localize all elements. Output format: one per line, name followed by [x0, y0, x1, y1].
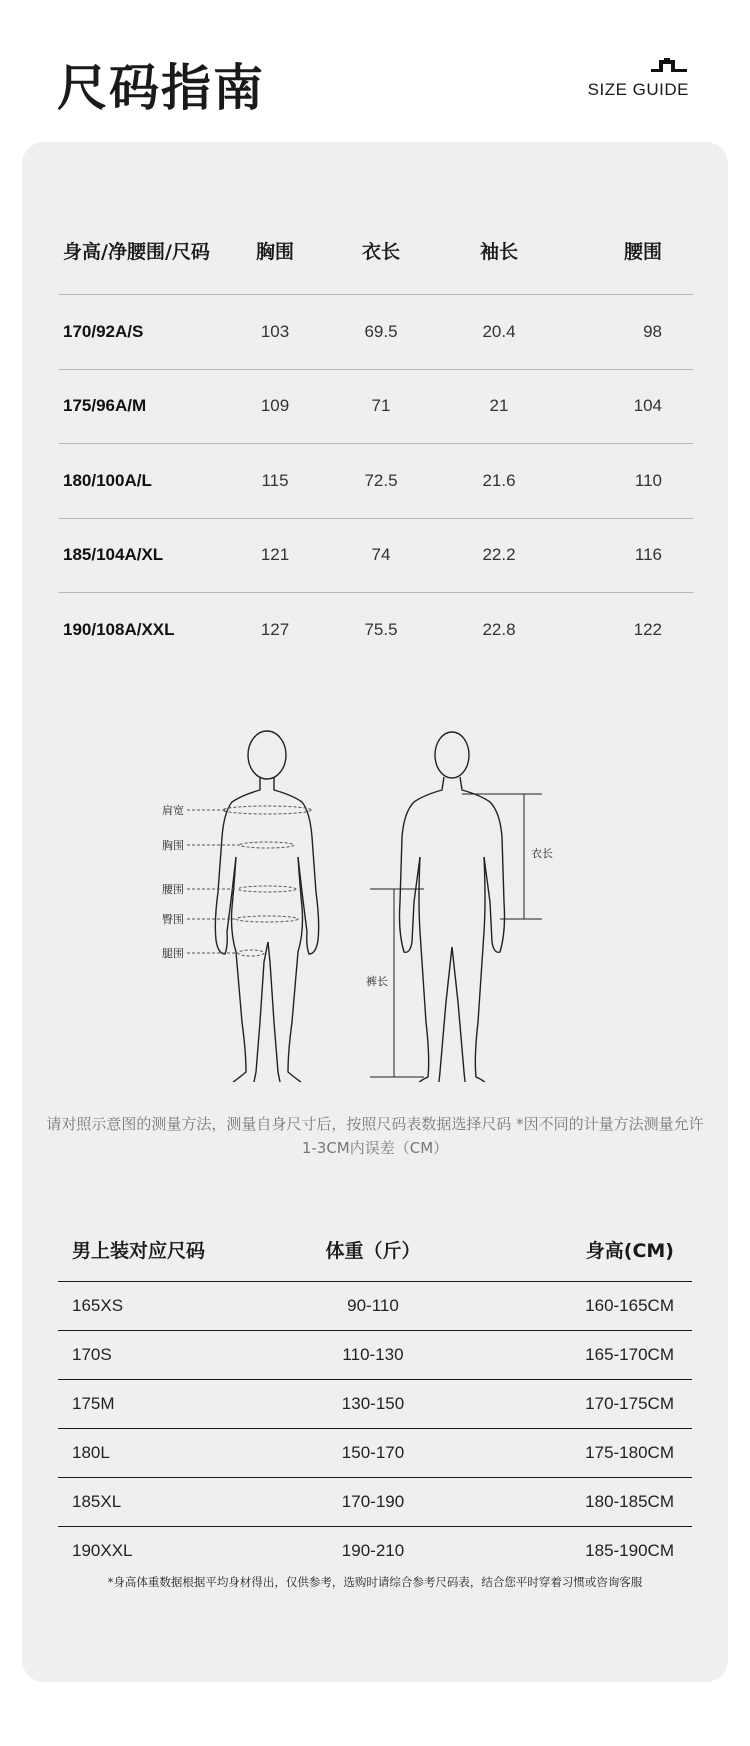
measurement-note: 请对照示意图的测量方法，测量自身尺寸后，按照尺码表数据选择尺码 *因不同的计量方法测量允许1-3CM内误差（CM） — [46, 1115, 704, 1157]
weight-table-row-col — [58, 1541, 266, 1561]
weight-table-row-cell: 160-165CM — [585, 1296, 674, 1315]
weight-table-header-cell: 身高(CM) — [585, 1239, 674, 1262]
brand-block — [579, 58, 689, 100]
size-table-row — [59, 295, 693, 370]
brand-label: SIZE GUIDE — [587, 80, 689, 99]
size-table-row-cell: 22.8 — [482, 619, 516, 639]
measurement-figure — [142, 662, 622, 1082]
size-table-row-cell: 109 — [260, 396, 290, 416]
weight-table-row-col — [266, 1394, 480, 1414]
size-table-row-cell: 110 — [634, 470, 662, 490]
size-table-row-cell: 122 — [633, 619, 662, 639]
weight-table-row — [58, 1478, 692, 1527]
weight-table-row-col — [480, 1541, 692, 1561]
weight-table-row-cell: 190-210 — [341, 1541, 405, 1560]
size-table-header-cell: 衣长 — [361, 240, 400, 263]
weight-table-header-cell: 体重（斤） — [325, 1239, 421, 1262]
disclaimer-note: *身高体重数据根据平均身材得出，仅供参考，选购时请综合参考尺码表，结合您平时穿着习惯或咨询客服 — [107, 1575, 643, 1589]
size-table-row-cell: 103 — [260, 321, 290, 341]
weight-table-row-cell: 110-130 — [342, 1345, 404, 1364]
size-table-row-cell: 190/108A/XXL — [63, 619, 175, 639]
weight-table-row — [58, 1429, 692, 1478]
weight-table-row-cell: 170S — [72, 1345, 112, 1364]
weight-table-row-col — [480, 1296, 692, 1316]
size-table-row-cell: 20.4 — [482, 321, 516, 341]
weight-table-row — [58, 1282, 692, 1331]
label-hip: 臀围 — [162, 913, 184, 926]
weight-table-header-col — [480, 1236, 692, 1263]
size-table-row-cell: 121 — [260, 545, 290, 565]
size-table-row-cell: 21 — [489, 396, 509, 416]
weight-table-row-cell: 170-175CM — [585, 1394, 674, 1413]
size-table-row-cell: 71 — [371, 396, 391, 416]
size-table-row-cell: 116 — [634, 545, 662, 565]
weight-table-row-col — [58, 1492, 266, 1512]
size-table-row-cell: 175/96A/M — [63, 396, 147, 416]
weight-table-row-cell: 185-190CM — [585, 1541, 674, 1560]
front-body-figure — [215, 731, 318, 1082]
weight-table-row-cell: 185XL — [72, 1492, 122, 1511]
size-table-row — [59, 519, 693, 594]
weight-table-header-col — [58, 1236, 266, 1263]
weight-table-row-col — [266, 1492, 480, 1512]
size-table-row — [59, 370, 693, 445]
front-measure-lines — [187, 806, 311, 956]
size-table-header-cell: 腰围 — [623, 240, 662, 263]
size-table-row-cell: 115 — [261, 470, 289, 490]
size-table-header — [59, 206, 693, 295]
weight-table-row — [58, 1527, 692, 1575]
size-table-row-cell: 127 — [260, 619, 290, 639]
weight-table-row-col — [480, 1394, 692, 1414]
label-waist: 腰围 — [162, 883, 184, 896]
weight-table-row-col — [266, 1296, 480, 1316]
weight-table-row-cell: 180L — [72, 1443, 110, 1462]
weight-table-row-cell: 130-150 — [341, 1394, 405, 1413]
weight-table-row-col — [480, 1492, 692, 1512]
size-table-row — [59, 593, 693, 667]
weight-table-row-cell: 170-190 — [341, 1492, 405, 1511]
weight-table-row — [58, 1380, 692, 1429]
weight-table-row-col — [266, 1345, 480, 1365]
page-title: 尺码指南 — [57, 59, 265, 117]
weight-table-row-col — [58, 1296, 266, 1316]
size-table-row-cell: 180/100A/L — [63, 470, 152, 490]
weight-table-row-cell: 175M — [72, 1394, 115, 1413]
size-table — [59, 206, 693, 667]
weight-table-row-cell: 190XXL — [72, 1541, 133, 1560]
weight-table-row-col — [266, 1443, 480, 1463]
jl-logo-icon — [651, 58, 687, 72]
weight-table-row-col — [58, 1394, 266, 1414]
weight-table-row-col — [58, 1345, 266, 1365]
label-thigh: 腿围 — [162, 947, 184, 960]
label-chest: 胸围 — [162, 839, 184, 852]
weight-table-row-col — [58, 1443, 266, 1463]
weight-table-row-cell: 150-170 — [341, 1443, 405, 1462]
weight-table-header — [58, 1217, 692, 1282]
back-body-figure — [400, 732, 505, 1082]
size-table-row-cell: 185/104A/XL — [63, 545, 164, 565]
weight-table-row-col — [266, 1541, 480, 1561]
weight-table-row-col — [480, 1443, 692, 1463]
weight-table-row-cell: 90-110 — [347, 1296, 399, 1315]
size-table-row-cell: 22.2 — [482, 545, 516, 565]
size-table-header-cell: 身高/净腰围/尺码 — [63, 240, 210, 263]
weight-height-table — [58, 1217, 692, 1575]
label-shoulder: 肩宽 — [162, 804, 184, 817]
size-table-row-cell: 170/92A/S — [63, 321, 144, 341]
size-table-header-cell: 袖长 — [479, 240, 518, 263]
size-table-row-cell: 21.6 — [482, 470, 516, 490]
label-length: 衣长 — [531, 847, 553, 860]
size-table-row-cell: 69.5 — [364, 321, 398, 341]
size-table-row-cell: 98 — [643, 321, 662, 341]
size-table-row-cell: 72.5 — [364, 470, 398, 490]
label-pants-length: 裤长 — [366, 975, 388, 988]
weight-table-header-cell: 男上装对应尺码 — [72, 1239, 206, 1262]
weight-table-row-cell: 180-185CM — [585, 1492, 674, 1511]
weight-table-row-cell: 175-180CM — [585, 1443, 674, 1462]
weight-table-row-col — [480, 1345, 692, 1365]
weight-table-row — [58, 1331, 692, 1380]
size-table-header-cell: 胸围 — [255, 240, 294, 263]
weight-table-row-cell: 165XS — [72, 1296, 124, 1315]
size-table-row — [59, 444, 693, 519]
size-table-row-cell: 104 — [633, 396, 662, 416]
size-guide-card — [22, 142, 728, 1682]
size-table-row-cell: 75.5 — [364, 619, 398, 639]
weight-table-row-cell: 165-170CM — [585, 1345, 674, 1364]
size-table-row-cell: 74 — [371, 545, 391, 565]
back-measure-lines — [370, 794, 542, 1077]
weight-table-header-col — [266, 1236, 480, 1263]
